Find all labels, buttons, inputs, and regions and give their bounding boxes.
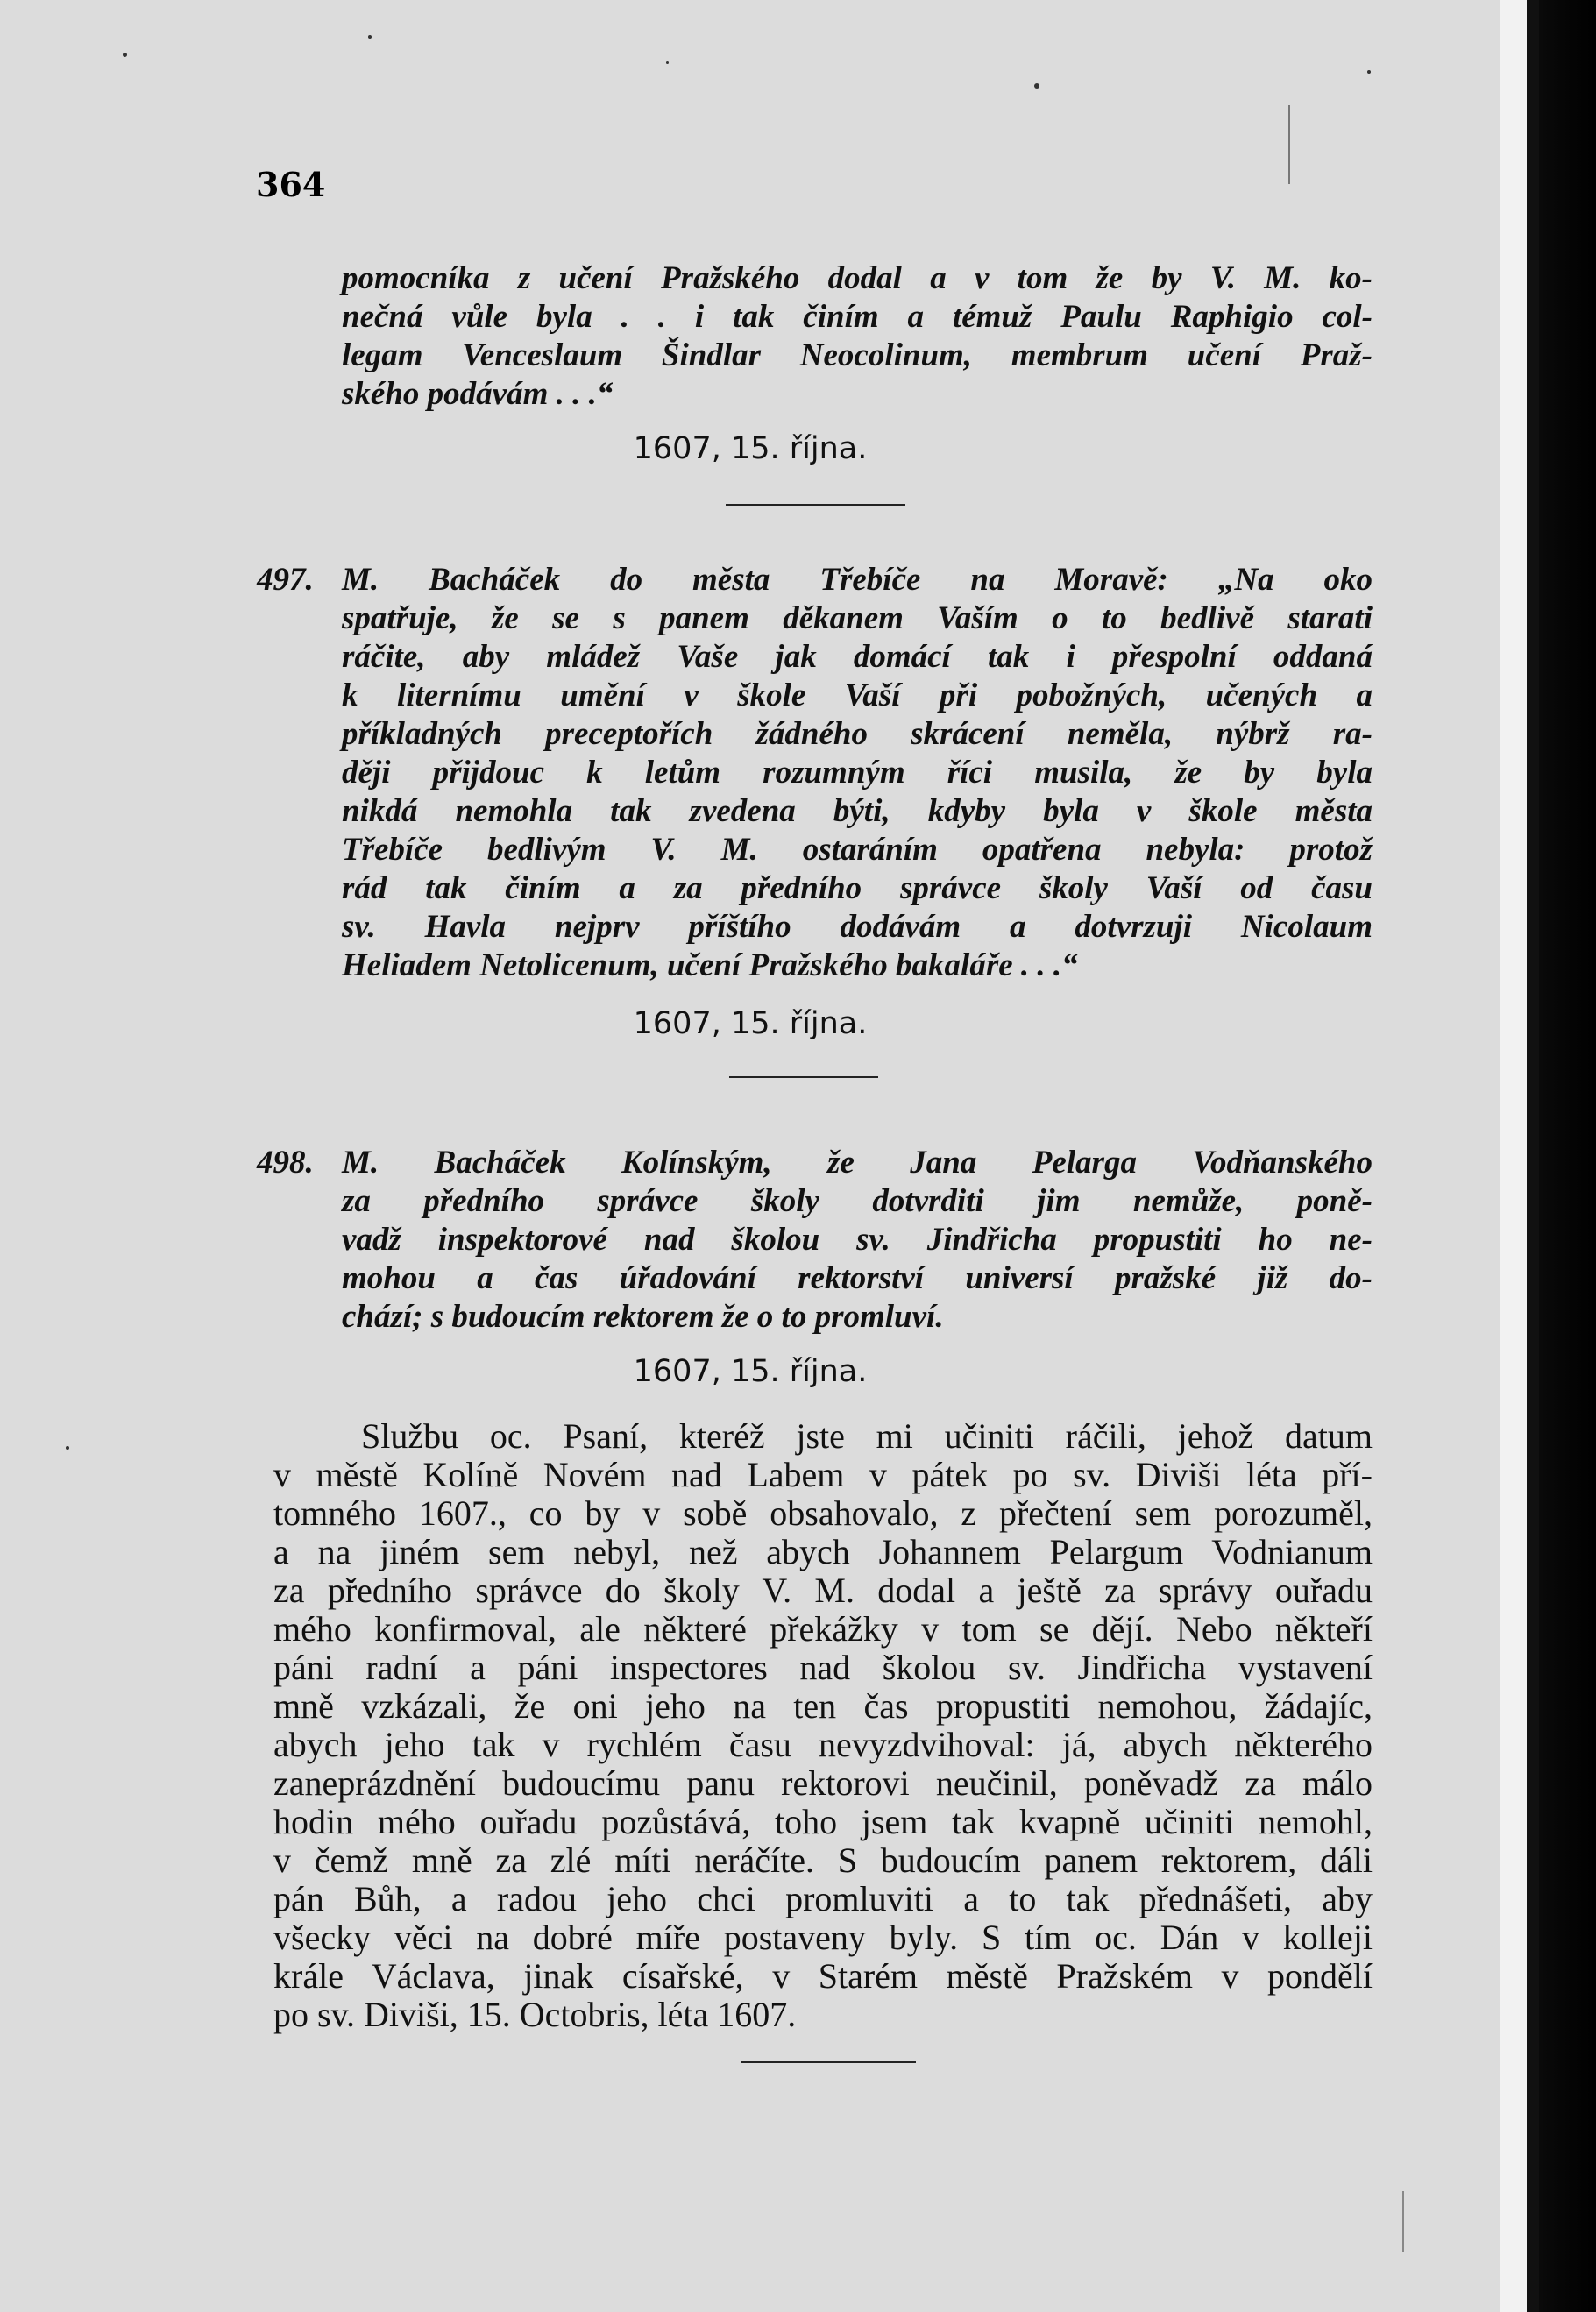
date-heading: 1607, 15. října. xyxy=(633,1006,868,1041)
body-line: po sv. Diviši, 15. Octobris, léta 1607. xyxy=(273,1995,797,2034)
date-heading: 1607, 15. října. xyxy=(633,431,868,466)
body-line: zaneprázdnění budoucímu panu rektorovi neučinil, poněvadž za málo xyxy=(273,1763,1373,1803)
body-line: za předního správce do školy V. M. dodal a ještě za správy ouřadu xyxy=(273,1571,1373,1610)
separator-rule xyxy=(726,504,905,506)
text-line: pomocníka z učení Pražského dodal a v tom že by V. M. ko- xyxy=(342,260,1373,296)
entry-heading-line: nikdá nemohla tak zvedena býti, kdyby byla v škole města xyxy=(342,793,1373,829)
entry-number: 497. xyxy=(257,562,314,598)
entry-heading-line: M. Bacháček do města Třebíče na Moravě: „Na oko xyxy=(342,562,1373,598)
date-heading: 1607, 15. října. xyxy=(633,1354,868,1389)
body-line: tomného 1607., co by v sobě obsahovalo, z přečtení sem porozuměl, xyxy=(273,1493,1373,1533)
entry-heading-line: ději přijdouc k letům rozumným říci musila, že by byla xyxy=(342,755,1373,791)
entry-heading-line: rád tak činím a za předního správce školy Vaší od času xyxy=(342,870,1373,906)
scan-border xyxy=(1500,0,1596,2312)
body-line: páni radní a páni inspectores nad školou sv. Jindřicha vystavení xyxy=(273,1648,1373,1687)
entry-heading-line: M. Bacháček Kolínským, že Jana Pelarga Vodňanského xyxy=(342,1145,1373,1181)
body-line: Službu oc. Psaní, kteréž jste mi učiniti ráčili, jehož datum xyxy=(361,1416,1373,1456)
entry-heading-line: chází; s budoucím rektorem že o to promluví. xyxy=(342,1299,944,1335)
entry-heading-line: Heliadem Netolicenum, učení Pražského bakaláře . . .“ xyxy=(342,947,1078,983)
separator-rule xyxy=(729,1076,878,1078)
page-number: 364 xyxy=(256,165,326,204)
page-edge xyxy=(1527,0,1539,2312)
entry-heading-line: mohou a čas úřadování rektorství universí pražské již do- xyxy=(342,1260,1373,1296)
entry-heading-line: za předního správce školy dotvrditi jim nemůže, poně- xyxy=(342,1183,1373,1219)
body-line: v čemž mně za zlé míti neráčíte. S budoucím panem rektorem, dáli xyxy=(273,1840,1373,1880)
entry-heading-line: ráčite, aby mládež Vaše jak domácí tak i přespolní oddaná xyxy=(342,639,1373,675)
entry-heading-line: spatřuje, že se s panem děkanem Vaším o to bedlivě starati xyxy=(342,600,1373,636)
entry-heading-line: k liternímu umění v škole Vaší při pobožných, učených a xyxy=(342,677,1373,713)
text-line: nečná vůle byla . . i tak činím a témuž Paulu Raphigio col- xyxy=(342,299,1373,335)
body-line: krále Václava, jinak císařské, v Starém městě Pražském v pondělí xyxy=(273,1956,1373,1996)
body-line: hodin mého ouřadu pozůstává, toho jsem tak kvapně učiniti nemohl, xyxy=(273,1802,1373,1841)
entry-number: 498. xyxy=(257,1145,314,1181)
entry-heading-line: příkladných preceptořích žádného skrácení neměla, nýbrž ra- xyxy=(342,716,1373,752)
entry-heading-line: sv. Havla nejprv příštího dodávám a dotvrzuji Nicolaum xyxy=(342,909,1373,945)
body-line: mně vzkázali, že oni jeho na ten čas propustiti nemohou, žádajíc, xyxy=(273,1686,1373,1726)
body-line: všecky věci na dobré míře postaveny byly. S tím oc. Dán v kolleji xyxy=(273,1918,1373,1957)
body-line: mého konfirmoval, ale některé překážky v tom se dějí. Nebo někteří xyxy=(273,1609,1373,1649)
body-line: abych jeho tak v rychlém času nevyzdvihoval: já, abych některého xyxy=(273,1725,1373,1764)
body-line: v městě Kolíně Novém nad Labem v pátek po sv. Diviši léta pří- xyxy=(273,1455,1373,1494)
body-line: a na jiném sem nebyl, než abych Johannem Pelargum Vodnianum xyxy=(273,1532,1373,1571)
entry-heading-line: vadž inspektorové nad školou sv. Jindřicha propustiti ho ne- xyxy=(342,1222,1373,1258)
entry-heading-line: Třebíče bedlivým V. M. ostaráním opatřena nebyla: protož xyxy=(342,832,1373,868)
body-line: pán Bůh, a radou jeho chci promluviti a to tak přednášeti, aby xyxy=(273,1879,1373,1918)
separator-rule xyxy=(741,2061,916,2063)
text-line: legam Venceslaum Šindlar Neocolinum, membrum učení Praž- xyxy=(342,337,1373,373)
text-line: ského podávám . . .“ xyxy=(342,376,614,412)
